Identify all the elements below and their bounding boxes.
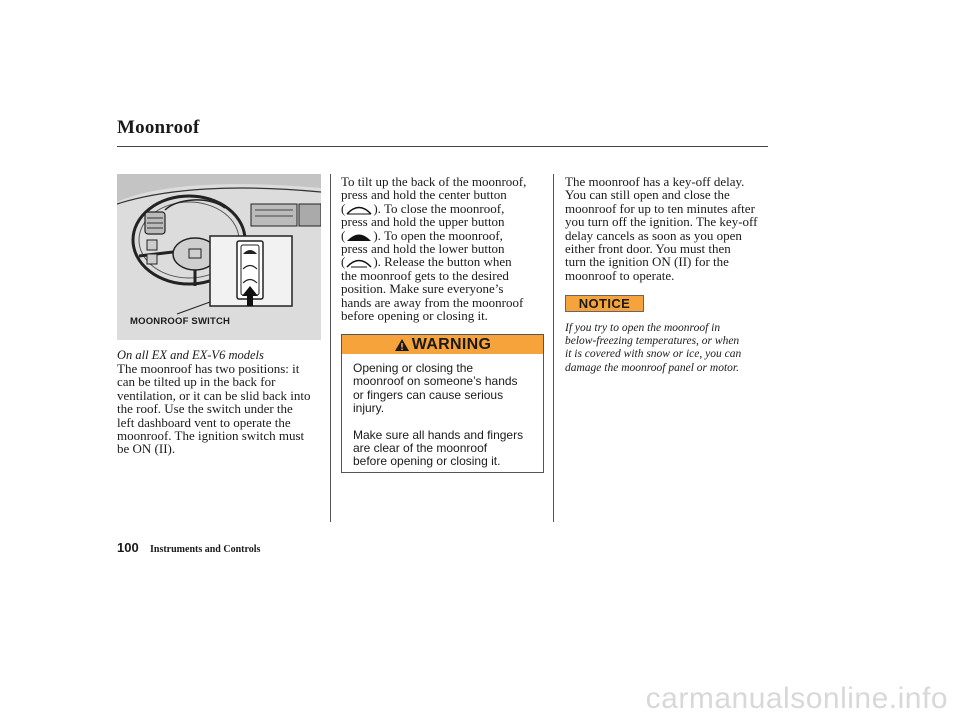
moonroof-open-icon <box>345 256 373 268</box>
text-line: before opening or closing it. <box>341 308 488 324</box>
text-line: The moonroof has a key-off delay. <box>565 174 745 189</box>
warning-paragraph: Make sure all hands and fingers are clear of the moonroof before opening or closing it. <box>353 427 524 469</box>
text-line: hands are away from the moonroof <box>341 294 524 310</box>
warning-label: WARNING <box>411 335 492 353</box>
text-line: can be tilted up in the back for <box>117 374 276 390</box>
warning-body <box>342 354 543 469</box>
intro-paragraph <box>117 362 321 456</box>
text-line: be ON (II). <box>117 441 176 457</box>
text-line: either front door. You must then <box>565 241 731 257</box>
text-line: you turn off the ignition. The key-off <box>565 214 758 230</box>
text-line: ( ). To close the moonroof, <box>341 200 505 216</box>
model-note: On all EX and EX-V6 models <box>117 348 264 362</box>
warning-box <box>341 334 544 473</box>
moonroof-close-icon <box>345 230 373 242</box>
text-line: left dashboard vent to operate the <box>117 414 291 430</box>
notice-text: If you try to open the moonroof in below-freezing temperatures, or when it is covered with snow or ice, you can damage the moonroof panel or motor. <box>565 322 742 374</box>
notice-badge: NOTICE <box>565 295 644 312</box>
text-line: moonroof. The ignition switch must <box>117 428 305 444</box>
warning-paragraph: Opening or closing the moonroof on someone’s hands or fingers can cause serious injury. <box>353 361 518 416</box>
text-line: moonroof to operate. <box>565 267 675 283</box>
watermark: carmanualsonline.info <box>645 682 948 715</box>
text-line: ( ). Release the button when <box>341 254 512 270</box>
text-line: position. Make sure everyone’s <box>341 281 504 297</box>
operation-paragraph <box>341 175 547 322</box>
text-line: ventilation, or it can be slid back into <box>117 387 311 403</box>
key-off-delay-paragraph <box>565 175 773 282</box>
text-line: ( ). To open the moonroof, <box>341 227 503 243</box>
text-line: press and hold the upper button <box>341 214 505 230</box>
column-divider-1 <box>330 174 331 522</box>
text-line: press and hold the center button <box>341 187 507 203</box>
text-line: The moonroof has two positions: it <box>117 361 300 376</box>
text-line: To tilt up the back of the moonroof, <box>341 174 527 189</box>
text-line: delay cancels as soon as you open <box>565 227 742 243</box>
warning-triangle-icon <box>394 338 410 352</box>
warning-header <box>342 335 543 354</box>
figure-caption: MOONROOF SWITCH <box>130 316 231 327</box>
page-number: 100 <box>117 540 139 555</box>
text-line: the moonroof gets to the desired <box>341 267 509 283</box>
page-title: Moonroof <box>117 117 200 138</box>
section-name: Instruments and Controls <box>150 544 261 555</box>
text-line: the roof. Use the switch under the <box>117 401 293 417</box>
header-rule <box>117 146 768 147</box>
column-divider-2 <box>553 174 554 522</box>
moonroof-tilt-icon <box>345 203 373 215</box>
text-line: press and hold the lower button <box>341 241 505 257</box>
text-line: turn the ignition ON (II) for the <box>565 254 729 270</box>
text-line: moonroof for up to ten minutes after <box>565 200 755 216</box>
text-line: You can still open and close the <box>565 187 730 203</box>
